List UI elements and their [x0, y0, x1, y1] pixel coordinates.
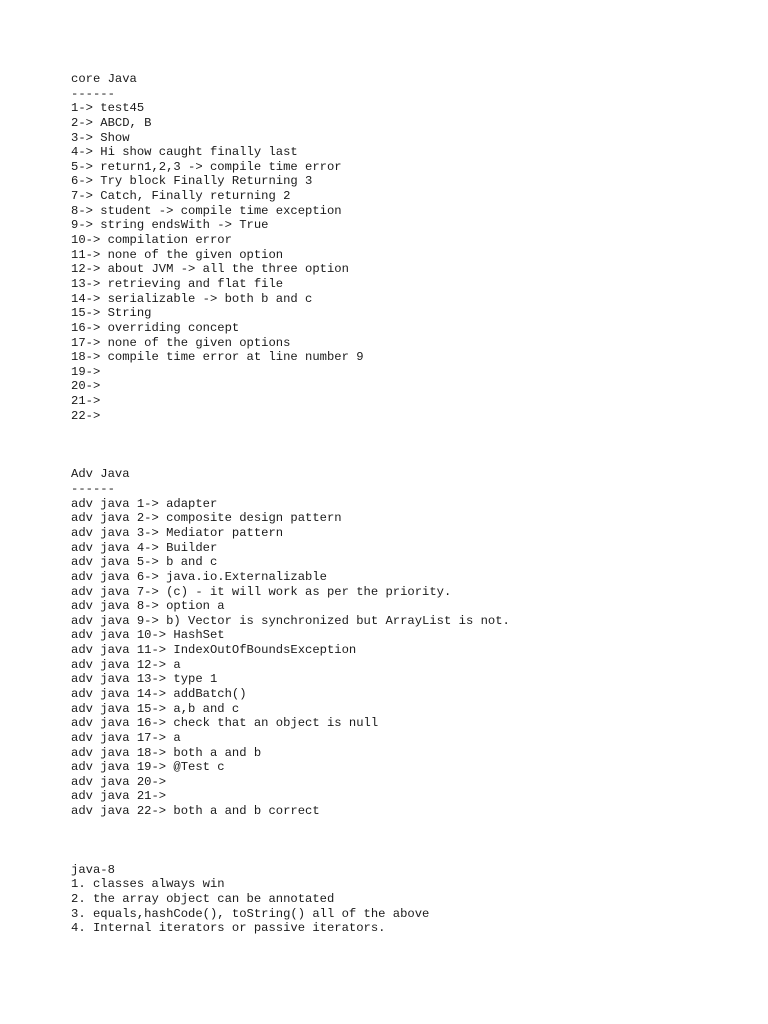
- java-8-section: [71, 863, 751, 936]
- core-java-section: [71, 72, 751, 423]
- answer-line: adv java 8-> option a: [71, 599, 225, 614]
- answer-line: 2-> ABCD, B: [71, 115, 152, 130]
- answer-line: adv java 14-> addBatch(): [71, 686, 247, 701]
- answer-line: 10-> compilation error: [71, 233, 232, 248]
- answer-line: 2. the array object can be annotated: [71, 892, 335, 907]
- answer-line: 3-> Show: [71, 130, 130, 145]
- answer-line: adv java 2-> composite design pattern: [71, 511, 342, 526]
- answer-line: adv java 3-> Mediator pattern: [71, 525, 284, 540]
- answer-line: 8-> student -> compile time exception: [71, 203, 342, 218]
- answer-line: 17-> none of the given options: [71, 335, 291, 350]
- answer-line: 16-> overriding concept: [71, 320, 240, 335]
- answer-line: 4. Internal iterators or passive iterators.: [71, 921, 386, 936]
- answer-line: 1-> test45: [71, 101, 145, 116]
- answer-line: 1. classes always win: [71, 877, 225, 892]
- section-divider: ------: [71, 86, 115, 101]
- answer-line: adv java 4-> Builder: [71, 540, 218, 555]
- answer-line: adv java 20->: [71, 774, 167, 789]
- answer-line: adv java 10-> HashSet: [71, 628, 225, 643]
- adv-java-section: [71, 467, 751, 818]
- answer-line: 11-> none of the given option: [71, 247, 284, 262]
- document-page: [71, 72, 751, 936]
- section-divider: ------: [71, 482, 115, 497]
- answer-line: 22->: [71, 408, 101, 423]
- answer-line: 19->: [71, 364, 101, 379]
- answer-line: 9-> string endsWith -> True: [71, 218, 269, 233]
- answer-line: 6-> Try block Finally Returning 3: [71, 174, 313, 189]
- answer-line: adv java 9-> b) Vector is synchronized but ArrayList is not.: [71, 613, 510, 628]
- answer-line: 20->: [71, 379, 101, 394]
- answer-line: 3. equals,hashCode(), toString() all of the above: [71, 906, 430, 921]
- answer-line: adv java 19-> @Test c: [71, 760, 225, 775]
- answer-line: 21->: [71, 394, 101, 409]
- answer-line: 18-> compile time error at line number 9: [71, 350, 364, 365]
- answer-line: adv java 16-> check that an object is null: [71, 716, 379, 731]
- answer-line: 13-> retrieving and flat file: [71, 276, 284, 291]
- answer-line: 14-> serializable -> both b and c: [71, 291, 313, 306]
- answer-line: 4-> Hi show caught finally last: [71, 145, 298, 160]
- section-heading: core Java: [71, 72, 137, 86]
- answer-line: 7-> Catch, Finally returning 2: [71, 189, 291, 204]
- answer-line: adv java 6-> java.io.Externalizable: [71, 569, 327, 584]
- answer-line: adv java 18-> both a and b: [71, 745, 262, 760]
- answer-line: adv java 17-> a: [71, 730, 181, 745]
- answer-line: adv java 5-> b and c: [71, 555, 218, 570]
- answer-line: adv java 11-> IndexOutOfBoundsException: [71, 643, 357, 658]
- answer-line: 5-> return1,2,3 -> compile time error: [71, 159, 342, 174]
- answer-line: adv java 12-> a: [71, 657, 181, 672]
- section-heading: Adv Java: [71, 467, 130, 482]
- answer-line: adv java 1-> adapter: [71, 496, 218, 511]
- answer-line: adv java 13-> type 1: [71, 672, 218, 687]
- answer-line: adv java 22-> both a and b correct: [71, 804, 320, 819]
- answer-line: adv java 21->: [71, 789, 167, 804]
- answer-line: 12-> about JVM -> all the three option: [71, 262, 349, 277]
- answer-line: 15-> String: [71, 306, 152, 321]
- answer-line: adv java 15-> a,b and c: [71, 701, 240, 716]
- answer-line: adv java 7-> (c) - it will work as per the priority.: [71, 584, 452, 599]
- section-heading: java-8: [71, 862, 115, 877]
